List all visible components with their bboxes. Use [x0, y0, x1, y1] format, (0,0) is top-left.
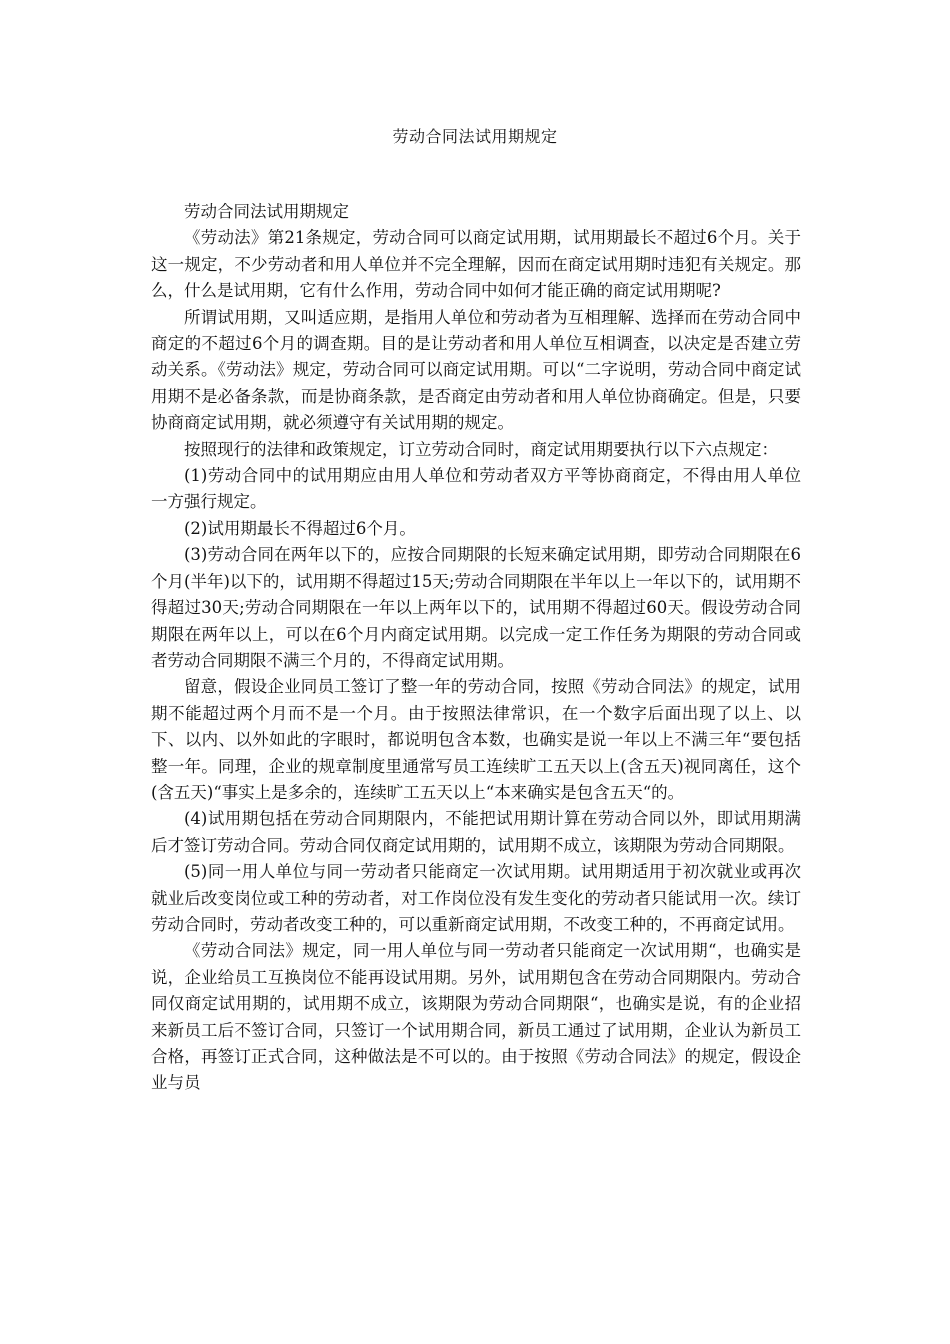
- paragraph-rule-4: (4)试用期包括在劳动合同期限内，不能把试用期计算在劳动合同以外，即试用期满后才签订劳动合同。劳动合同仅商定试用期的，试用期不成立，该期限为劳动合同期限。: [151, 809, 801, 855]
- paragraph-rule-5: (5)同一用人单位与同一劳动者只能商定一次试用期。试用期适用于初次就业或再次就业后改变岗位或工种的劳动者，对工作岗位没有发生变化的劳动者只能试用一次。续订劳动合同时，劳动者改变工种的，可以重新商定试用期，不改变工种的，不再商定试用。: [151, 862, 801, 934]
- paragraph-note: 留意，假设企业同员工签订了整一年的劳动合同，按照《劳动合同法》的规定，试用期不能超过两个月而不是一个月。由于按照法律常识，在一个数字后面出现了以上、以下、以内、以外如此的字眼时，都说明包含本数，也确实是说一年以上不满三年“要包括整一年。同理，企业的规章制度里通常写员工连续旷工五天以上(含五天)视同离任，这个(含五天)“事实上是多余的，连续旷工五天以上“本来确实是包含五天“的。: [151, 677, 801, 802]
- paragraph-rule-1: (1)劳动合同中的试用期应由用人单位和劳动者双方平等协商商定，不得由用人单位一方强行规定。: [151, 466, 801, 512]
- paragraph: 《劳动合同法》规定，同一用人单位与同一劳动者只能商定一次试用期“，也确实是说，企业给员工互换岗位不能再设试用期。另外，试用期包含在劳动合同期限内。劳动合同仅商定试用期的，试用期不成立，该期限为劳动合同期限“，也确实是说，有的企业招来新员工后不签订合同，只签订一个试用期合同，新员工通过了试用期，企业认为新员工合格，再签订正式合同，这种做法是不可以的。由于按照《劳动合同法》的规定，假设企业与员: [151, 941, 801, 1093]
- paragraph-rule-2: (2)试用期最长不得超过6个月。: [184, 518, 416, 538]
- document-title: 劳动合同法试用期规定: [392, 127, 558, 146]
- paragraph: 所谓试用期，又叫适应期，是指用人单位和劳动者为互相理解、选择而在劳动合同中商定的不超过6个月的调查期。目的是让劳动者和用人单位互相调查，以决定是否建立劳动关系。《劳动法》规定，劳动合同可以商定试用期。可以“二字说明，劳动合同中商定试用期不是必备条款，而是协商条款，是否商定由劳动者和用人单位协商确定。但是，只要协商商定试用期，就必须遵守有关试用期的规定。: [151, 307, 801, 433]
- paragraph: 《劳动法》第21条规定，劳动合同可以商定试用期，试用期最长不超过6个月。关于这一规定，不少劳动者和用人单位并不完全理解，因而在商定试用期时违犯有关规定。那么，什么是试用期，它有什么作用，劳动合同中如何才能正确的商定试用期呢?: [151, 228, 801, 301]
- paragraph: 按照现行的法律和政策规定，订立劳动合同时，商定试用期要执行以下六点规定：: [184, 439, 778, 459]
- paragraph-subtitle: 劳动合同法试用期规定: [184, 202, 349, 221]
- paragraph-rule-3: (3)劳动合同在两年以下的，应按合同期限的长短来确定试用期，即劳动合同期限在6个月(半年)以下的，试用期不得超过15天;劳动合同期限在半年以上一年以下的，试用期不得超过30天;劳动合同期限在一年以上两年以下的，试用期不得超过60天。假设劳动合同期限在两年以上，可以在6个月内商定试用期。以完成一定工作任务为期限的劳动合同或者劳动合同期限不满三个月的，不得商定试用期。: [151, 545, 801, 670]
- document-body: [151, 199, 801, 1097]
